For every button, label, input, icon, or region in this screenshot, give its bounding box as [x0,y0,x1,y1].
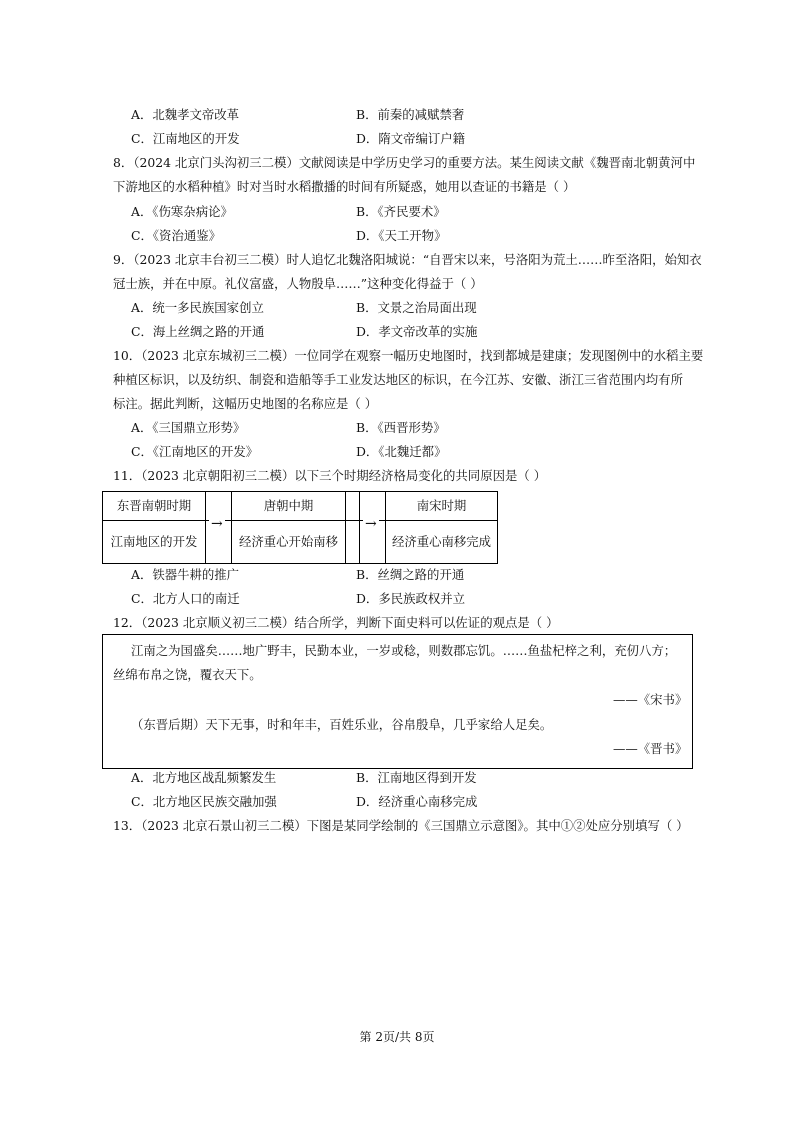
q12-option-b: B．江南地区得到开发 [356,770,477,785]
q10-stem-line3: 标注。据此判断，这幅历史地图的名称应是（ ） [113,396,378,411]
q11-table-body-row [102,520,498,564]
q11-cell-2: 经济重心开始南移 [232,520,346,564]
q12-quote2: （东晋后期）天下无事，时和年丰，百姓乐业，谷帛殷阜，几乎家给人足矣。 [131,717,553,732]
q8-option-b: B．《齐民要术》 [356,204,446,219]
q12-option-c: C．北方地区民族交融加强 [131,794,277,809]
q7-option-b: B．前秦的减赋禁奢 [356,107,465,122]
q7-option-d: D．隋文帝编订户籍 [356,131,466,146]
q8-option-c: C．《资治通鉴》 [131,228,222,243]
q12-source1: ——《宋书》 [613,692,688,707]
page-number: 第 2页/共 8页 [359,1030,435,1044]
q12-stem: 12．（2023 北京顺义初三二模）结合所学，判断下面史料可以佐证的观点是（ ） [113,615,559,630]
q12-option-d: D．经济重心南移完成 [356,794,478,809]
q10-option-b: B．《西晋形势》 [356,420,446,435]
q10-option-a: A．《三国鼎立形势》 [131,420,246,435]
q8-stem-line1: 8．（2024 北京门头沟初三二模）文献阅读是中学历史学习的重要方法。某生阅读文献《魏晋南北朝黄河中 [113,155,696,170]
q11-header-3: 南宋时期 [386,491,498,521]
q11-cell-1: 江南地区的开发 [102,520,206,564]
q11-table-header-row [102,491,498,521]
q10-stem-line1: 10．（2023 北京东城初三二模）一位同学在观察一幅历史地图时，找到都城是建康；发现图例中的水稻主要 [113,348,704,363]
q12-quote1-line2: 丝绵布帛之饶，覆衣天下。 [113,667,262,682]
q11-header-1: 东晋南朝时期 [102,491,206,521]
q8-stem-line2: 下游地区的水稻种植》时对当时水稻撒播的时间有所疑惑，她用以查证的书籍是（ ） [113,179,576,194]
q9-stem-line2: 冠士族，并在中原。礼仪富盛，人物殷阜……”这种变化得益于（ ） [113,276,483,291]
q11-option-d: D．多民族政权并立 [356,591,466,606]
q11-option-b: B．丝绸之路的开通 [356,567,465,582]
q11-stem: 11．（2023 北京朝阳初三二模）以下三个时期经济格局变化的共同原因是（ ） [113,468,547,483]
q9-option-c: C．海上丝绸之路的开通 [131,324,265,339]
q10-option-c: C．《江南地区的开发》 [131,444,259,459]
q11-option-c: C．北方人口的南迁 [131,591,240,606]
q11-cell-3: 经济重心南移完成 [386,520,498,564]
q12-quote1-line1: 江南之为国盛矣……地广野丰，民勤本业，一岁或稔，则数郡忘饥。……鱼盐杞梓之利，充仞八方； [131,643,677,658]
q10-option-d: D．《北魏迁都》 [356,444,447,459]
q9-option-b: B．文景之治局面出现 [356,300,477,315]
q11-option-a: A．铁器牛耕的推广 [131,567,240,582]
q9-stem-line1: 9．（2023 北京丰台初三二模）时人追忆北魏洛阳城说：“自晋宋以来，号洛阳为荒土……昨至洛阳，始知衣 [113,252,702,267]
q12-source2: ——《晋书》 [613,741,688,756]
q8-option-d: D．《天工开物》 [356,228,447,243]
q8-option-a: A．《伤寒杂病论》 [131,204,233,219]
q11-header-2: 唐朝中期 [232,491,346,521]
q11-arrow-2: → [365,516,377,532]
q7-option-c: C．江南地区的开发 [131,131,240,146]
q7-option-a: A．北魏孝文帝改革 [131,107,240,122]
q9-option-a: A．统一多民族国家创立 [131,300,264,315]
q11-arrow-1: → [211,516,223,532]
q10-stem-line2: 种植区标识，以及纺织、制瓷和造船等手工业发达地区的标识，在今江苏、安徽、浙江三省范围内均有所 [113,372,683,387]
q9-option-d: D．孝文帝改革的实施 [356,324,478,339]
q12-option-a: A．北方地区战乱频繁发生 [131,770,277,785]
q11-spacer-cell-2 [346,520,360,564]
q13-stem: 13．（2023 北京石景山初三二模）下图是某同学绘制的《三国鼎立示意图》。其中①②处应分别填写（ ） [113,818,689,833]
q11-spacer-cell [346,491,360,521]
